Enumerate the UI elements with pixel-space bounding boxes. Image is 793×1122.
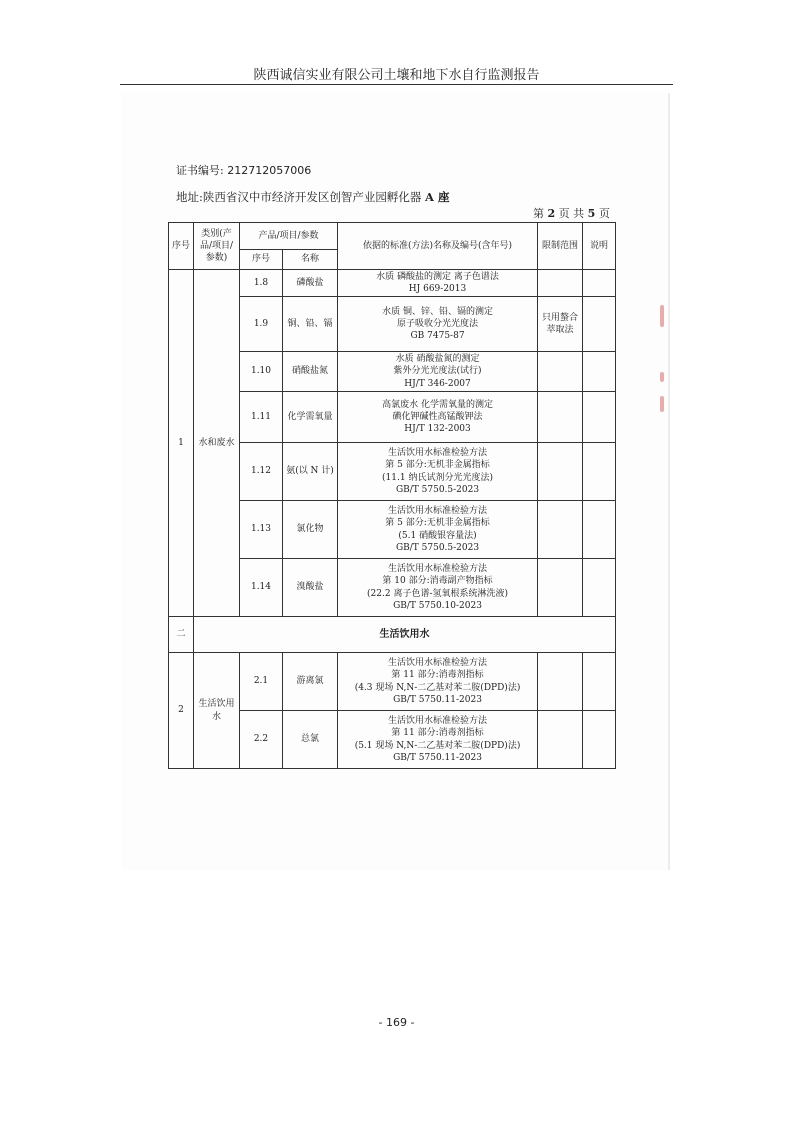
item-name: 氨(以 N 计) <box>283 443 338 501</box>
header-note: 说明 <box>583 223 616 270</box>
item-standard <box>338 352 538 392</box>
header-seq: 序号 <box>169 223 194 270</box>
item-note <box>583 352 616 392</box>
item-limit <box>538 653 583 711</box>
standard-line: (4.3 现场 N,N-二乙基对苯二胺(DPD)法) <box>354 682 521 693</box>
item-standard <box>338 270 538 297</box>
standard-line: 第 11 部分:消毒剂指标 <box>391 670 484 681</box>
standard-line: (11.1 纳氏试剂分光光度法) <box>382 472 493 483</box>
item-standard <box>338 297 538 352</box>
certificate-label: 证书编号: <box>176 164 224 177</box>
item-name: 总氯 <box>283 711 338 769</box>
standard-line: GB 7475-87 <box>410 331 465 342</box>
scan-edge-shadow <box>668 93 670 870</box>
item-no: 1.14 <box>240 559 283 617</box>
standard-line: HJ 669-2013 <box>408 284 467 294</box>
item-limit <box>538 270 583 297</box>
item-note <box>583 501 616 559</box>
current-page: 2 <box>547 207 556 220</box>
section-seq: 二 <box>169 617 194 653</box>
standard-line: 生活饮用水标准检验方法 <box>388 448 488 459</box>
item-standard <box>338 559 538 617</box>
address-line <box>176 189 449 205</box>
item-standard <box>338 653 538 711</box>
item-limit <box>538 352 583 392</box>
standard-line: 水质 硝酸盐氮的测定 <box>395 354 480 365</box>
item-limit <box>538 559 583 617</box>
page-text-prefix: 第 <box>533 207 544 220</box>
header-divider <box>120 84 673 85</box>
standard-line: 第 5 部分:无机非金属指标 <box>385 518 490 529</box>
page-text-middle: 页 共 <box>558 207 585 220</box>
address-prefix: 地址:陕西省汉中市经济开发区创智产业园孵化器 <box>176 190 422 204</box>
item-limit <box>538 392 583 443</box>
group-category: 水和废水 <box>194 270 240 617</box>
standard-line: GB/T 5750.5-2023 <box>395 542 480 553</box>
section-name: 生活饮用水 <box>194 617 616 653</box>
item-limit: 只用螯合萃取法 <box>538 297 583 352</box>
item-note <box>583 270 616 297</box>
item-name: 铜、铅、镉 <box>283 297 338 352</box>
standard-line: (5.1 现场 N,N-二乙基对苯二胺(DPD)法) <box>354 740 521 751</box>
item-no: 1.13 <box>240 501 283 559</box>
standard-line: 生活饮用水标准检验方法 <box>388 506 488 517</box>
standard-line: GB/T 5750.10-2023 <box>393 600 482 611</box>
table-row <box>169 270 616 297</box>
item-note <box>583 559 616 617</box>
standard-line: 第 11 部分:消毒剂指标 <box>391 728 484 739</box>
standard-line: (5.1 硝酸银容量法) <box>398 530 477 541</box>
item-name: 氯化物 <box>283 501 338 559</box>
item-no: 1.10 <box>240 352 283 392</box>
item-standard <box>338 711 538 769</box>
header-limit: 限制范围 <box>538 223 583 270</box>
header-sub-seq: 序号 <box>240 250 283 270</box>
header-name: 名称 <box>283 250 338 270</box>
item-limit <box>538 443 583 501</box>
item-no: 1.8 <box>240 270 283 297</box>
item-standard <box>338 501 538 559</box>
standard-line: 生活饮用水标准检验方法 <box>388 564 488 575</box>
standard-line: 紫外分光光度法(试行) <box>393 366 482 377</box>
standard-line: 原子吸收分光光度法 <box>397 318 479 329</box>
standard-line: GB/T 5750.11-2023 <box>393 694 482 705</box>
group-category: 生活饮用水 <box>194 653 240 769</box>
address-suffix: A 座 <box>425 190 450 204</box>
seal-stamp-fragment <box>660 305 664 327</box>
standard-line: 生活饮用水标准检验方法 <box>388 658 488 669</box>
item-limit <box>538 501 583 559</box>
group-seq: 2 <box>169 653 194 769</box>
item-name: 游离氯 <box>283 653 338 711</box>
item-note <box>583 443 616 501</box>
scope-table <box>168 222 616 769</box>
standard-line: GB/T 5750.11-2023 <box>393 752 482 763</box>
standard-line: 第 10 部分:消毒副产物指标 <box>382 576 493 587</box>
total-pages: 5 <box>587 207 596 220</box>
item-name: 磷酸盐 <box>283 270 338 297</box>
standard-line: HJ/T 132-2003 <box>404 424 471 435</box>
item-note <box>583 297 616 352</box>
item-limit <box>538 711 583 769</box>
standard-line: 高氯废水 化学需氧量的测定 <box>382 399 493 410</box>
header-product-group: 产品/项目/参数 <box>240 223 338 250</box>
standard-line: 碘化钾碱性高锰酸钾法 <box>392 411 483 422</box>
item-name: 溴酸盐 <box>283 559 338 617</box>
standard-line: (22.2 离子色谱-氢氧根系统淋洗液) <box>367 588 508 599</box>
page-text-suffix: 页 <box>598 207 610 220</box>
standard-line: GB/T 5750.5-2023 <box>395 484 480 495</box>
certificate-value: 212712057006 <box>227 164 312 177</box>
item-no: 1.11 <box>240 392 283 443</box>
item-no: 1.9 <box>240 297 283 352</box>
item-note <box>583 711 616 769</box>
standard-line: 水质 磷酸盐的测定 离子色谱法 <box>376 271 499 282</box>
standard-line: 水质 铜、锌、铅、镉的测定 <box>382 306 493 317</box>
group-seq: 1 <box>169 270 194 617</box>
item-no: 2.2 <box>240 711 283 769</box>
page-number-footer: - 169 - <box>378 1016 415 1029</box>
item-name: 硝酸盐氮 <box>283 352 338 392</box>
table-header-row <box>169 223 616 250</box>
item-no: 2.1 <box>240 653 283 711</box>
header-category: 类别(产品/项目/参数) <box>194 223 240 270</box>
item-standard <box>338 443 538 501</box>
seal-stamp-fragment <box>660 396 664 412</box>
standard-line: 第 5 部分:无机非金属指标 <box>385 460 490 471</box>
standard-line: 生活饮用水标准检验方法 <box>388 716 488 727</box>
table-row <box>169 653 616 711</box>
page-indicator <box>533 205 610 221</box>
header-standard: 依据的标准(方法)名称及编号(含年号) <box>338 223 538 270</box>
section-row <box>169 617 616 653</box>
item-no: 1.12 <box>240 443 283 501</box>
item-name: 化学需氧量 <box>283 392 338 443</box>
item-note <box>583 653 616 711</box>
report-header-title: 陕西诚信实业有限公司土壤和地下水自行监测报告 <box>253 68 540 83</box>
item-note <box>583 392 616 443</box>
standard-line: HJ/T 346-2007 <box>404 378 471 389</box>
item-standard <box>338 392 538 443</box>
seal-stamp-fragment <box>660 372 664 382</box>
certificate-number <box>176 162 311 178</box>
